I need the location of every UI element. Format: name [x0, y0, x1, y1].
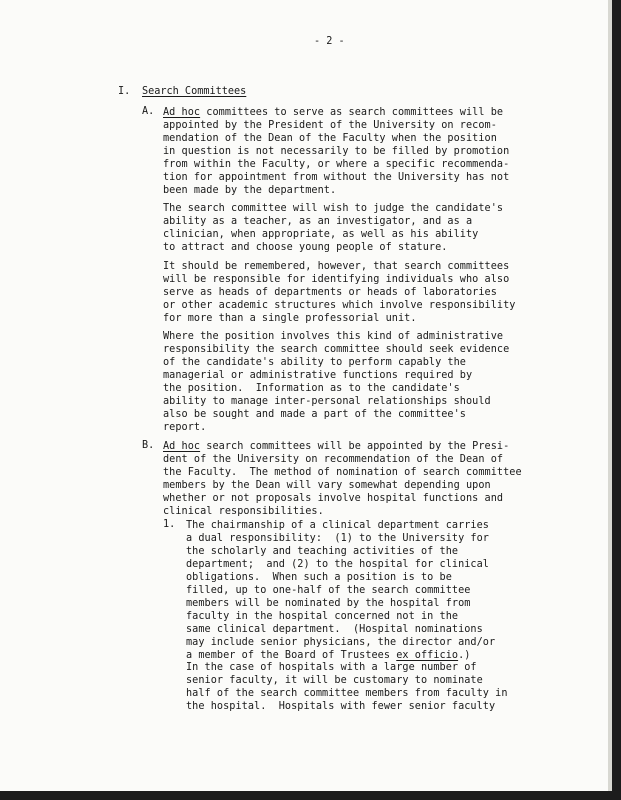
line-text: been made by the department. [163, 184, 337, 196]
text-line [163, 260, 509, 273]
text-line [163, 421, 206, 434]
line-text: will be responsible for identifying individuals who also [163, 273, 510, 285]
section-title: Search Committees [142, 86, 247, 97]
text-line [163, 343, 509, 356]
line-text: The chairmanship of a clinical department carries [186, 520, 489, 531]
text-line [163, 369, 472, 382]
text-line [186, 636, 495, 649]
text-line [163, 330, 503, 343]
line-text: members by the Dean will vary somewhat depending upon [163, 479, 491, 491]
text-line [186, 597, 470, 610]
line-text: a member of the Board of Trustees [186, 649, 397, 661]
line-text: also be sought and made a part of the committee's [163, 408, 466, 420]
text-line [163, 184, 336, 197]
line-text: clinical responsibilities. [163, 505, 324, 517]
text-line [186, 519, 489, 532]
line-text: from within the Faculty, or where a specific recommenda- [163, 158, 510, 170]
line-text: to attract and choose young people of stature. [163, 241, 448, 253]
underlined-term: ex officio [396, 649, 459, 661]
text-line [163, 241, 447, 254]
text-line [163, 215, 472, 228]
line-text: mendation of the Dean of the Faculty when the position [163, 132, 497, 144]
line-text: or other academic structures which involve responsibility [163, 299, 516, 311]
text-line [163, 171, 509, 184]
text-line [163, 453, 503, 466]
text-line [163, 408, 466, 421]
text-line [163, 106, 503, 119]
line-text: clinician, when appropriate, as well as his ability [163, 228, 479, 240]
page-edge [608, 0, 612, 791]
line-text: ability to manage inter-personal relationships should [163, 395, 491, 407]
text-line [163, 119, 497, 132]
text-line [163, 145, 509, 158]
line-text: Where the position involves this kind of administrative [163, 331, 504, 342]
text-line [163, 228, 478, 241]
line-text: department; and (2) to the hospital for clinical [186, 558, 489, 570]
line-text: whether or not proposals involve hospital functions and [163, 492, 504, 504]
text-line [163, 479, 491, 492]
line-text: tion for appointment from without the University has not [163, 171, 510, 183]
text-line [163, 395, 491, 408]
text-line [163, 286, 497, 299]
line-text: may include senior physicians, the director and/or [186, 636, 496, 648]
text-line [163, 382, 460, 395]
line-text: managerial or administrative functions required by [163, 369, 473, 381]
underlined-term: Ad hoc [163, 107, 201, 118]
line-text: same clinical department. (Hospital nominations [186, 623, 483, 635]
text-line [186, 674, 483, 687]
line-text: report. [163, 421, 207, 433]
line-text: the hospital. Hospitals with fewer senior faculty [186, 701, 496, 713]
line-text: appointed by the President of the University on recom- [163, 119, 497, 131]
line-text: the position. Information as to the candidate's [163, 382, 460, 394]
line-text: in question is not necessarily to be filled by promotion [163, 145, 510, 157]
line-text: serve as heads of departments or heads of laboratories [163, 286, 497, 298]
text-line [163, 202, 503, 215]
line-text: for more than a single professorial unit. [163, 312, 417, 324]
text-line [163, 466, 522, 479]
line-text: .) [458, 649, 471, 661]
text-line [186, 687, 508, 700]
text-line [163, 273, 509, 286]
text-line [186, 700, 495, 713]
line-text: search committees will be appointed by the Presi- [200, 441, 510, 452]
text-line [163, 299, 515, 312]
underlined-term: Ad hoc [163, 441, 201, 452]
text-line [163, 440, 509, 453]
text-line [186, 661, 477, 674]
text-line [186, 532, 489, 545]
text-line [163, 356, 466, 369]
text-line [163, 158, 509, 171]
text-line [186, 584, 470, 597]
item-a-marker: A. [142, 106, 155, 117]
section-numeral: I. [118, 86, 131, 97]
text-line [163, 505, 324, 518]
line-text: a dual responsibility: (1) to the University for [186, 532, 489, 544]
line-text: faculty in the hospital concerned not in the [186, 610, 459, 622]
line-text: responsibility the search committee should seek evidence [163, 343, 510, 355]
line-text: half of the search committee members from faculty in [186, 688, 508, 700]
line-text: ability as a teacher, as an investigator, and as a [163, 215, 473, 227]
text-line [186, 571, 452, 584]
line-text: obligations. When such a position is to be [186, 571, 452, 583]
line-text: dent of the University on recommendation of the Dean of [163, 453, 504, 465]
line-text: In the case of hospitals with a large number of [186, 662, 477, 674]
line-text: filled, up to one-half of the search committee [186, 584, 471, 596]
text-line [186, 610, 458, 623]
text-line [186, 558, 489, 571]
line-text: senior faculty, it will be customary to nominate [186, 675, 483, 687]
item-b-marker: B. [142, 440, 155, 451]
text-line [186, 649, 470, 662]
text-line [163, 312, 417, 325]
text-line [163, 132, 497, 145]
text-line [186, 623, 483, 636]
line-text: The search committee will wish to judge the candidate's [163, 203, 504, 214]
line-text: of the candidate's ability to perform capably the [163, 356, 466, 368]
line-text: members will be nominated by the hospital from [186, 597, 471, 609]
line-text: the scholarly and teaching activities of the [186, 545, 459, 557]
line-text: It should be remembered, however, that search committees [163, 261, 510, 272]
text-line [163, 492, 503, 505]
line-text: committees to serve as search committees will be [200, 107, 504, 118]
page-number: - 2 - [314, 36, 345, 47]
text-line [186, 545, 458, 558]
sub-item-1-marker: 1. [163, 519, 176, 530]
line-text: the Faculty. The method of nomination of search committee [163, 466, 522, 478]
